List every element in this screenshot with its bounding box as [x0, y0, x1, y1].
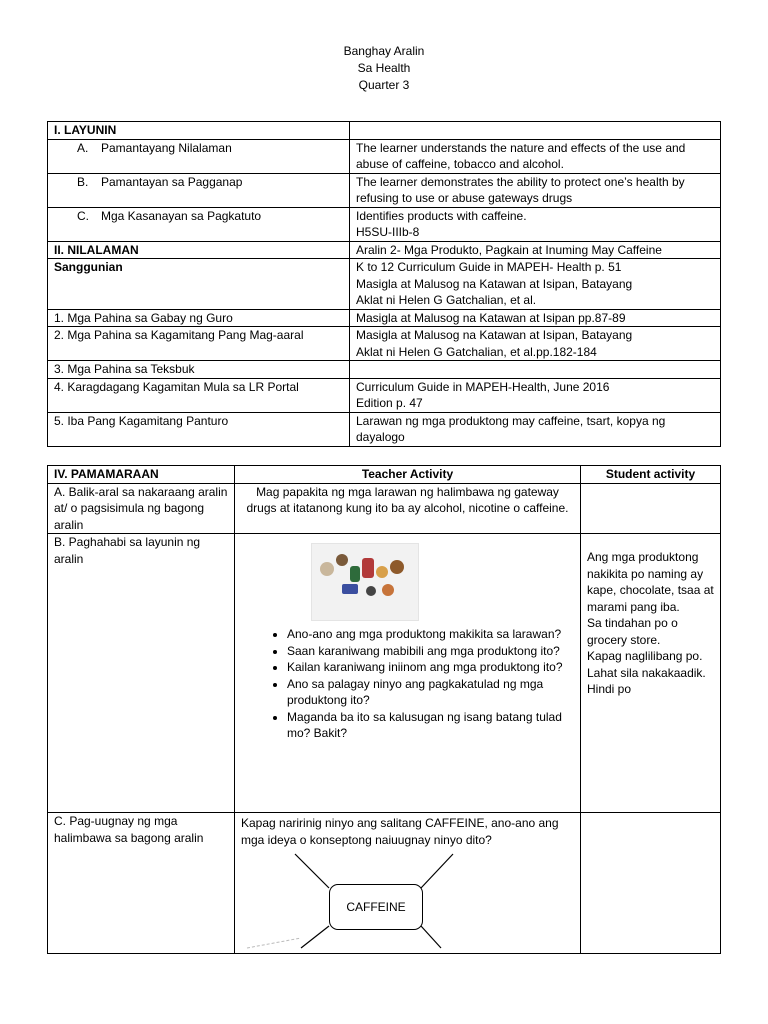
- step-c-label: C. Pag-uugnay ng mga halimbawa sa bagong aralin: [48, 813, 235, 954]
- table-row: [48, 122, 721, 140]
- line: H5SU-IIIb-8: [356, 225, 420, 239]
- line: Edition p. 47: [356, 396, 423, 410]
- step-b-student: [581, 534, 721, 813]
- step-b-teacher: [235, 534, 581, 813]
- empty-cell: [350, 361, 721, 379]
- list-item: • Kailan karaniwang iniinom ang mga produktong ito?: [287, 659, 574, 676]
- line: Masigla at Malusog na Katawan at Isipan, Batayang: [356, 328, 633, 342]
- letter: A.: [77, 140, 89, 155]
- document-header: [0, 43, 768, 94]
- lr-label: 4. Karagdagang Kagamitan Mula sa LR Portal: [48, 378, 350, 412]
- table-row: [48, 483, 721, 534]
- objective-b-value: The learner demonstrates the ability to protect one’s health by refusing to use or abuse gateways drugs: [350, 173, 721, 207]
- list-item: • Maganda ba ito sa kalusugan ng isang batang tulad mo? Bakit?: [287, 709, 574, 742]
- table-row: [48, 813, 721, 954]
- table-row: [48, 361, 721, 379]
- empty-cell: [581, 813, 721, 954]
- guro-value: Masigla at Malusog na Katawan at Isipan pp.87-89: [350, 309, 721, 327]
- header-quarter: Quarter 3: [358, 78, 410, 92]
- caffeine-mind-map: [241, 848, 574, 953]
- step-c-prompt: Kapag naririnig ninyo ang salitang CAFFEINE, ano-ano ang mga ideya o konseptong naiuugnay ninyo dito?: [241, 816, 559, 847]
- letter: C.: [77, 208, 89, 223]
- objective-a-label: [48, 139, 350, 173]
- sanggunian-value: [350, 259, 721, 310]
- lesson-plan-table: [47, 121, 721, 447]
- question-list: [241, 626, 574, 742]
- table-row: [48, 309, 721, 327]
- line: Aklat ni Helen G Gatchalian, et al.: [356, 293, 537, 307]
- table-header-row: [48, 466, 721, 484]
- objective-c-label: [48, 207, 350, 241]
- table-row: [48, 259, 721, 310]
- table-row: [48, 173, 721, 207]
- caffeine-products-image: [311, 543, 419, 621]
- label: Pamantayang Nilalaman: [101, 140, 232, 155]
- procedure-table: [47, 465, 721, 954]
- line: Aklat ni Helen G Gatchalian, et al.pp.182-184: [356, 344, 597, 359]
- step-b-label: B. Paghahabi sa layunin ng aralin: [48, 534, 235, 813]
- step-a-teacher: Mag papakita ng mga larawan ng halimbawa ng gateway drugs at itatanong kung ito ba ay alcohol, nicotine o caffeine.: [235, 483, 581, 534]
- caffeine-box: CAFFEINE: [329, 884, 423, 930]
- line: K to 12 Curriculum Guide in MAPEH- Health p. 51: [356, 260, 622, 274]
- section-nilalaman: II. NILALAMAN: [48, 241, 350, 259]
- label: Pamantayan sa Pagganap: [101, 174, 243, 189]
- line: Masigla at Malusog na Katawan at Isipan, Batayang: [356, 276, 633, 291]
- header-title: Banghay Aralin: [343, 44, 425, 58]
- table-row: [48, 207, 721, 241]
- table-row: [48, 378, 721, 412]
- magaaral-value: [350, 327, 721, 361]
- col-pamamaraan: IV. PAMAMARAAN: [48, 466, 235, 484]
- label: Mga Kasanayan sa Pagkatuto: [101, 208, 262, 223]
- iba-value: Larawan ng mga produktong may caffeine, tsart, kopya ng dayalogo: [350, 412, 721, 446]
- student-answer: Ang mga produktong nakikita po naming ay kape, chocolate, tsaa at marami pang iba.: [587, 550, 714, 614]
- step-a-label: A. Balik-aral sa nakaraang aralin at/ o pagsisimula ng bagong aralin: [48, 483, 235, 534]
- col-student-activity: Student activity: [581, 466, 721, 484]
- teksbuk-label: 3. Mga Pahina sa Teksbuk: [48, 361, 350, 379]
- iba-label: 5. Iba Pang Kagamitang Panturo: [48, 412, 350, 446]
- lr-value: [350, 378, 721, 412]
- list-item: • Saan karaniwang mabibili ang mga produktong ito?: [287, 643, 574, 660]
- empty-cell: [581, 483, 721, 534]
- list-item: • Ano sa palagay ninyo ang pagkakatulad ng mga produktong ito?: [287, 676, 574, 709]
- student-answer: Hindi po: [587, 682, 632, 696]
- section-layunin: I. LAYUNIN: [48, 122, 350, 140]
- table-row: [48, 241, 721, 259]
- table-row: [48, 327, 721, 361]
- table-row: [48, 412, 721, 446]
- magaaral-label: 2. Mga Pahina sa Kagamitang Pang Mag-aaral: [48, 327, 350, 361]
- student-answer: Lahat sila nakakaadik.: [587, 665, 706, 680]
- objective-c-value: [350, 207, 721, 241]
- student-answer: Kapag naglilibang po.: [587, 649, 703, 663]
- guro-label: 1. Mga Pahina sa Gabay ng Guro: [48, 309, 350, 327]
- student-answer: Sa tindahan po o grocery store.: [587, 616, 678, 647]
- letter: B.: [77, 174, 89, 189]
- objective-a-value: The learner understands the nature and effects of the use and abuse of caffeine, tobacco and alcohol.: [350, 139, 721, 173]
- objective-b-label: [48, 173, 350, 207]
- sanggunian-label: Sanggunian: [48, 259, 350, 310]
- nilalaman-value: Aralin 2- Mga Produkto, Pagkain at Inuming May Caffeine: [350, 241, 721, 259]
- table-row: [48, 534, 721, 813]
- line: Curriculum Guide in MAPEH-Health, June 2016: [356, 379, 610, 394]
- step-c-teacher: [235, 813, 581, 954]
- header-subject: Sa Health: [357, 61, 411, 75]
- line: Identifies products with caffeine.: [356, 208, 527, 223]
- list-item: • Ano-ano ang mga produktong makikita sa larawan?: [287, 626, 574, 643]
- col-teacher-activity: Teacher Activity: [235, 466, 581, 484]
- empty-cell: [350, 122, 721, 140]
- table-row: [48, 139, 721, 173]
